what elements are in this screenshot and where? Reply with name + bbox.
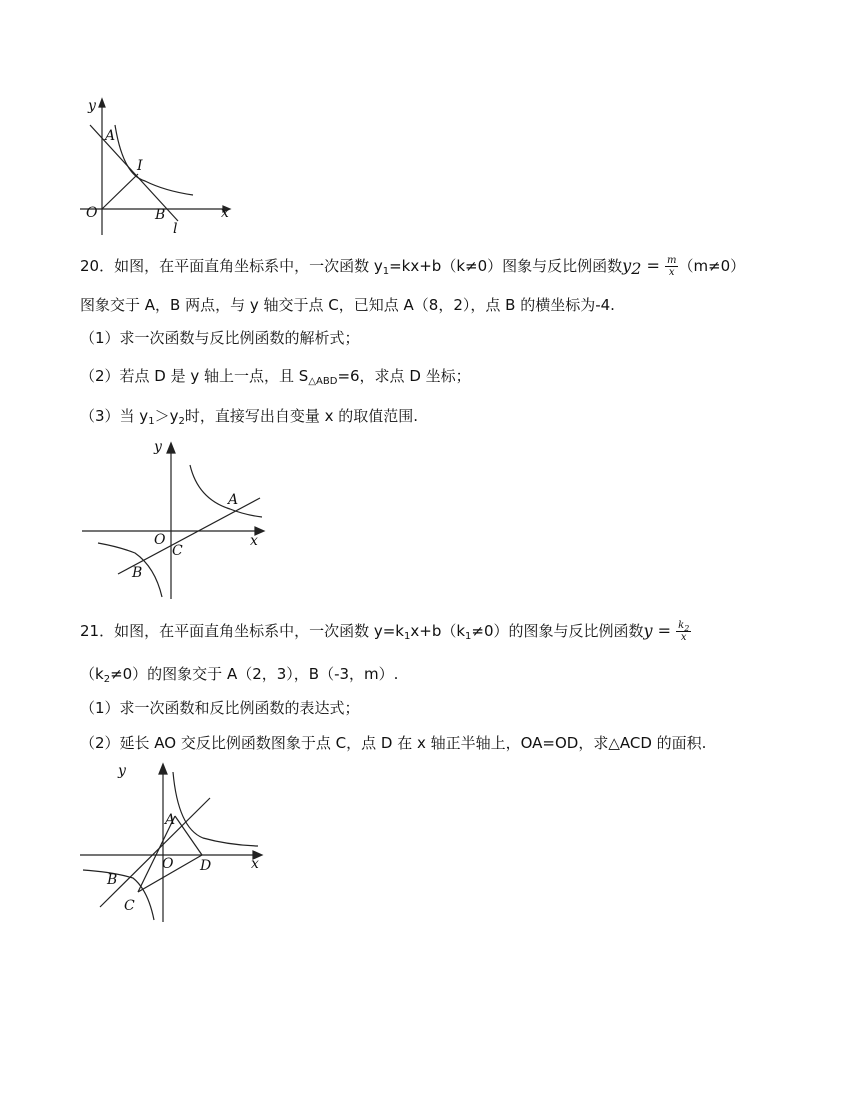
- fig2-label-O: O: [154, 532, 166, 548]
- fig2-label-A: A: [228, 492, 239, 508]
- fig3-label-y: y: [118, 763, 126, 779]
- hyperbola-branch-1: [190, 465, 262, 517]
- fig2-label-B: B: [132, 565, 143, 581]
- figure-3-graph: [78, 760, 268, 925]
- fig1-label-y: y: [88, 98, 96, 114]
- y-axis-arrow: [159, 764, 167, 774]
- y-axis-arrow: [167, 443, 175, 453]
- figure-2-graph: [80, 437, 270, 602]
- q20-part1: （1）求一次函数与反比例函数的解析式；: [80, 329, 360, 347]
- fraction-m-over-x: $\frac{m}{x}$: [666, 255, 677, 278]
- fig3-label-D: D: [200, 858, 212, 874]
- fig1-label-B: B: [155, 207, 166, 223]
- q21-line1: 21．如图，在平面直角坐标系中，一次函数 $y=k_1x+b(k_1\ne 0)$的图象与反比例函数y = $\frac{k_2}{x}$: [80, 620, 690, 643]
- fraction-k2-over-x: $\frac{k_2}{x}$: [678, 620, 690, 643]
- fig1-label-A: A: [105, 128, 116, 144]
- line-AB: [100, 798, 210, 907]
- fig1-label-l: l: [173, 221, 178, 237]
- fig3-label-C: C: [124, 898, 135, 914]
- fig2-label-y: y: [154, 439, 162, 455]
- q21-line2: $(k_2\ne 0)$的图象交于 A（2，3），B（-3，m）.: [80, 665, 399, 685]
- fig1-label-O: O: [86, 205, 98, 221]
- q20-part3: （3）当 $y_1>y_2$时，直接写出自变量 x 的取值范围.: [80, 407, 419, 427]
- hyperbola-branch-2: [83, 870, 154, 920]
- fig2-label-C: C: [172, 543, 183, 559]
- fig1-label-x: x: [221, 205, 229, 221]
- segment-OI: [102, 174, 138, 209]
- q20-part2: （2）若点 D 是 y 轴上一点，且 $S_{\triangle ABD}=6$，求点 D 坐标；: [80, 367, 471, 387]
- q21-part2: （2）延长 AO 交反比例函数图象于点 C，点 D 在 x 轴正半轴上，OA=OD，求△ACD 的面积.: [80, 734, 707, 752]
- fig3-label-A: A: [165, 812, 176, 828]
- line-AB: [118, 498, 260, 574]
- figure-1-graph: [75, 95, 235, 240]
- fig3-label-O: O: [162, 856, 174, 872]
- y-axis-arrow: [99, 99, 105, 107]
- hyperbola-branch-2: [98, 543, 162, 597]
- q20-line1: 20．如图，在平面直角坐标系中，一次函数 $y_1=kx+b(k\ne 0)$图象与反比例函数$y_2$ = $\frac{m}{x}$ （m≠0）: [80, 255, 746, 278]
- fig3-label-B: B: [107, 872, 118, 888]
- q20-line2: 图象交于 A，B 两点，与 y 轴交于点 C，已知点 A（8，2），点 B 的横坐标为-4.: [80, 296, 615, 314]
- fig1-label-I: I: [137, 158, 143, 174]
- fig3-label-x: x: [251, 856, 259, 872]
- hyperbola-branch-1: [173, 772, 258, 846]
- q21-part1: （1）求一次函数和反比例函数的表达式；: [80, 699, 360, 717]
- fig2-label-x: x: [250, 533, 258, 549]
